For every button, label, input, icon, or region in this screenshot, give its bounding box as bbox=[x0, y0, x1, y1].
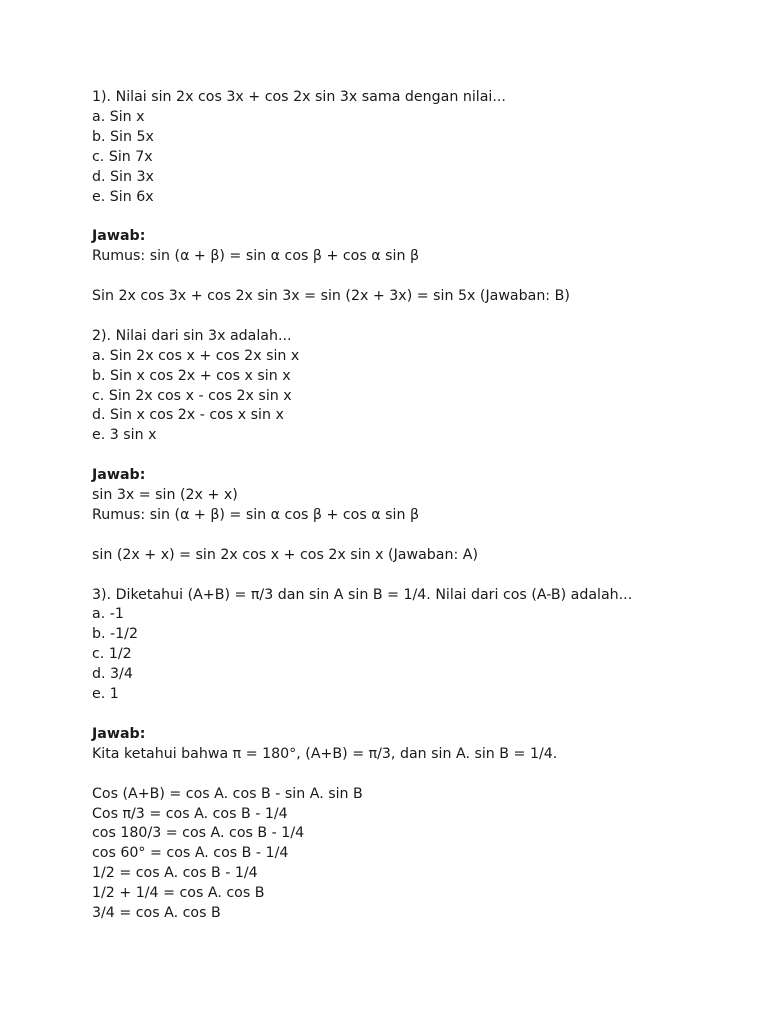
question-3-answer-line: cos 60° = cos A. cos B - 1/4 bbox=[92, 845, 289, 862]
question-2-answer-heading: Jawab: bbox=[92, 467, 146, 484]
question-1-option-d: d. Sin 3x bbox=[92, 168, 154, 185]
question-2-text: 2). Nilai dari sin 3x adalah... bbox=[92, 327, 292, 344]
question-1-option-a: a. Sin x bbox=[92, 108, 145, 125]
question-3-text: 3). Diketahui (A+B) = π/3 dan sin A sin B = 1/4. Nilai dari cos (A-B) adalah... bbox=[92, 586, 633, 603]
question-3-option-d: d. 3/4 bbox=[92, 666, 133, 683]
question-1-option-e: e. Sin 6x bbox=[92, 188, 154, 205]
question-3-answer-line: cos 180/3 = cos A. cos B - 1/4 bbox=[92, 825, 305, 842]
spacer bbox=[92, 705, 752, 725]
question-1-answer-heading: Jawab: bbox=[92, 228, 146, 245]
question-2-option-c: c. Sin 2x cos x - cos 2x sin x bbox=[92, 387, 292, 404]
question-3-answer-line: Kita ketahui bahwa π = 180°, (A+B) = π/3, dan sin A. sin B = 1/4. bbox=[92, 745, 558, 762]
spacer bbox=[92, 307, 752, 327]
question-3-answer-heading: Jawab: bbox=[92, 725, 146, 742]
question-2-option-e: e. 3 sin x bbox=[92, 427, 157, 444]
question-1-answer-line: Rumus: sin (α + β) = sin α cos β + cos α sin β bbox=[92, 248, 420, 265]
question-1-text: 1). Nilai sin 2x cos 3x + cos 2x sin 3x sama dengan nilai... bbox=[92, 89, 506, 105]
question-1-option-c: c. Sin 7x bbox=[92, 148, 153, 165]
question-3-option-c: c. 1/2 bbox=[92, 646, 132, 663]
question-1-option-b: b. Sin 5x bbox=[92, 128, 154, 145]
spacer bbox=[92, 267, 752, 287]
question-3-answer-line: 1/2 + 1/4 = cos A. cos B bbox=[92, 885, 265, 902]
question-3-answer-line: Cos (A+B) = cos A. cos B - sin A. sin B bbox=[92, 785, 363, 802]
spacer bbox=[92, 526, 752, 546]
question-2-option-d: d. Sin x cos 2x - cos x sin x bbox=[92, 407, 284, 424]
question-3-option-e: e. 1 bbox=[92, 686, 119, 703]
question-3-option-b: b. -1/2 bbox=[92, 626, 138, 643]
question-2-answer-line: sin (2x + x) = sin 2x cos x + cos 2x sin x (Jawaban: A) bbox=[92, 546, 478, 563]
question-3-answer-line: 3/4 = cos A. cos B bbox=[92, 905, 221, 922]
question-2-option-a: a. Sin 2x cos x + cos 2x sin x bbox=[92, 347, 300, 364]
spacer bbox=[92, 566, 752, 586]
question-3-answer-line: 1/2 = cos A. cos B - 1/4 bbox=[92, 865, 258, 882]
question-2-option-b: b. Sin x cos 2x + cos x sin x bbox=[92, 367, 291, 384]
question-1-answer-line: Sin 2x cos 3x + cos 2x sin 3x = sin (2x + 3x) = sin 5x (Jawaban: B) bbox=[92, 288, 570, 305]
spacer bbox=[92, 446, 752, 466]
document-page bbox=[92, 88, 752, 924]
question-2-answer-line: sin 3x = sin (2x + x) bbox=[92, 487, 238, 504]
spacer bbox=[92, 207, 752, 227]
spacer bbox=[92, 765, 752, 785]
question-3-option-a: a. -1 bbox=[92, 606, 124, 623]
question-2-answer-line: Rumus: sin (α + β) = sin α cos β + cos α sin β bbox=[92, 506, 420, 523]
question-3-answer-line: Cos π/3 = cos A. cos B - 1/4 bbox=[92, 805, 288, 822]
